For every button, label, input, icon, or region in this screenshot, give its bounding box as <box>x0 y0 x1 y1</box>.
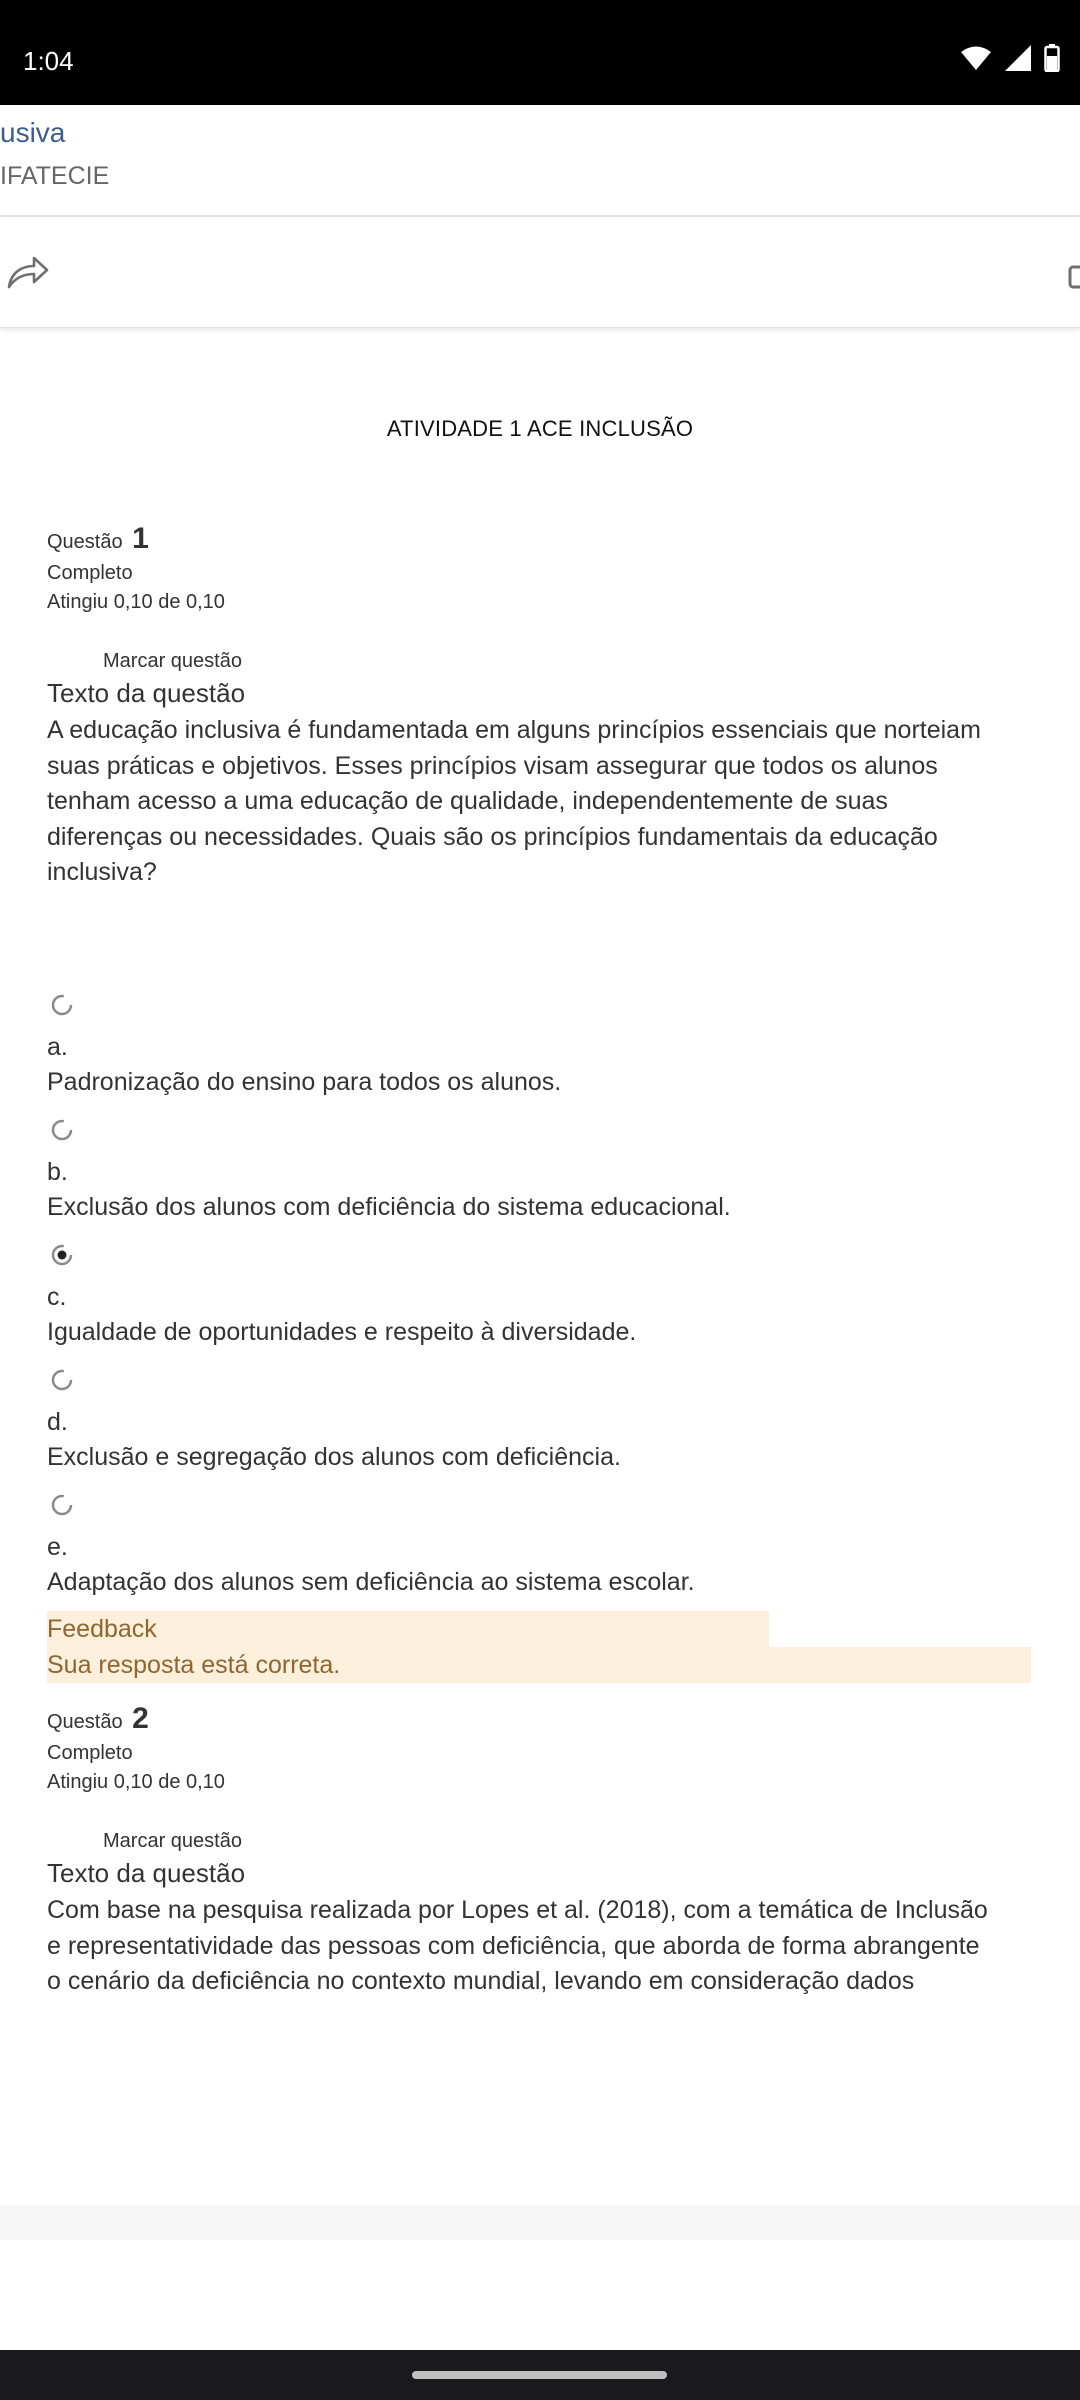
option-a-text[interactable]: Padronização do ensino para todos os alunos. <box>47 1068 562 1096</box>
option-e-text[interactable]: Adaptação dos alunos sem deficiência ao sistema escolar. <box>47 1568 695 1596</box>
radio-unchecked-icon <box>50 1493 74 1517</box>
question-text-line: Com base na pesquisa realizada por Lopes et al. (2018), com a temática de Inclusão <box>47 1896 988 1924</box>
option-d-text[interactable]: Exclusão e segregação dos alunos com deficiência. <box>47 1443 621 1471</box>
signal-icon <box>1004 44 1032 72</box>
share-button[interactable] <box>6 251 50 291</box>
question-1-label <box>47 522 149 556</box>
wifi-icon <box>960 45 992 71</box>
question-2-state: Completo <box>47 1742 133 1764</box>
question-2-text-heading: Texto da questão <box>47 1858 246 1888</box>
option-b-radio[interactable] <box>50 1118 74 1142</box>
option-b-text[interactable]: Exclusão dos alunos com deficiência do sistema educacional. <box>47 1193 731 1221</box>
page-title: ATIVIDADE 1 ACE INCLUSÃO <box>386 416 694 441</box>
radio-unchecked-icon <box>50 1368 74 1392</box>
question-label-text: Questão <box>47 1711 123 1733</box>
question-2-label <box>47 1702 149 1736</box>
option-c-radio[interactable] <box>50 1243 74 1267</box>
question-number: 1 <box>132 522 149 555</box>
app-header <box>0 105 1080 217</box>
feedback-text: Sua resposta está correta. <box>47 1651 341 1679</box>
question-text-line: suas práticas e objetivos. Esses princípios visam assegurar que todos os alunos <box>47 751 938 780</box>
option-c-text[interactable]: Igualdade de oportunidades e respeito à diversidade. <box>47 1318 637 1346</box>
option-e-radio[interactable] <box>50 1493 74 1517</box>
partial-icon <box>1068 265 1080 289</box>
question-text-line: diferenças ou necessidades. Quais são os princípios fundamentais da educação <box>47 822 938 851</box>
course-title[interactable]: usiva <box>0 117 66 148</box>
battery-icon <box>1044 44 1060 72</box>
question-1-text <box>47 713 1037 891</box>
question-1-text-heading: Texto da questão <box>47 678 246 708</box>
toolbar <box>0 217 1080 328</box>
option-e-letter: e. <box>47 1533 68 1561</box>
share-icon <box>6 251 50 291</box>
system-nav-bar <box>0 2350 1080 2400</box>
option-d-letter: d. <box>47 1408 68 1436</box>
question-1-grade: Atingiu 0,10 de 0,10 <box>47 591 225 613</box>
flag-question-1-link[interactable]: Marcar questão <box>103 650 242 672</box>
option-a-letter: a. <box>47 1033 68 1061</box>
toolbar-edge-button[interactable] <box>1068 265 1080 289</box>
question-text-line: o cenário da deficiência no contexto mundial, levando em consideração dados <box>47 1967 915 1995</box>
question-text-line: inclusiva? <box>47 858 157 886</box>
question-2-text <box>47 1893 1037 2000</box>
status-icons <box>960 44 1060 72</box>
course-subtitle: IFATECIE <box>0 162 110 190</box>
option-b-letter: b. <box>47 1158 68 1186</box>
radio-unchecked-icon <box>50 1118 74 1142</box>
feedback-heading: Feedback <box>47 1615 157 1643</box>
question-text-line: e representatividade das pessoas com deficiência, que aborda de forma abrangente <box>47 1931 980 1960</box>
option-d-radio[interactable] <box>50 1368 74 1392</box>
option-c-letter: c. <box>47 1283 67 1311</box>
question-text-line: tenham acesso a uma educação de qualidade, independentemente de suas <box>47 787 888 815</box>
question-text-line: A educação inclusiva é fundamentada em alguns princípios essenciais que norteiam <box>47 716 981 744</box>
question-2-grade: Atingiu 0,10 de 0,10 <box>47 1771 225 1793</box>
feedback-box <box>47 1647 1031 1683</box>
feedback-heading-box <box>47 1611 769 1647</box>
page-footer-band <box>0 2205 1080 2240</box>
question-1-state: Completo <box>47 562 133 584</box>
flag-question-2-link[interactable]: Marcar questão <box>103 1830 242 1852</box>
status-bar <box>0 0 1080 105</box>
option-a-radio[interactable] <box>50 993 74 1017</box>
radio-unchecked-icon <box>50 993 74 1017</box>
question-number: 2 <box>132 1702 149 1735</box>
home-gesture-handle[interactable] <box>412 2371 667 2379</box>
question-label-text: Questão <box>47 531 123 553</box>
radio-checked-icon <box>50 1243 74 1267</box>
status-time: 1:04 <box>23 46 74 76</box>
